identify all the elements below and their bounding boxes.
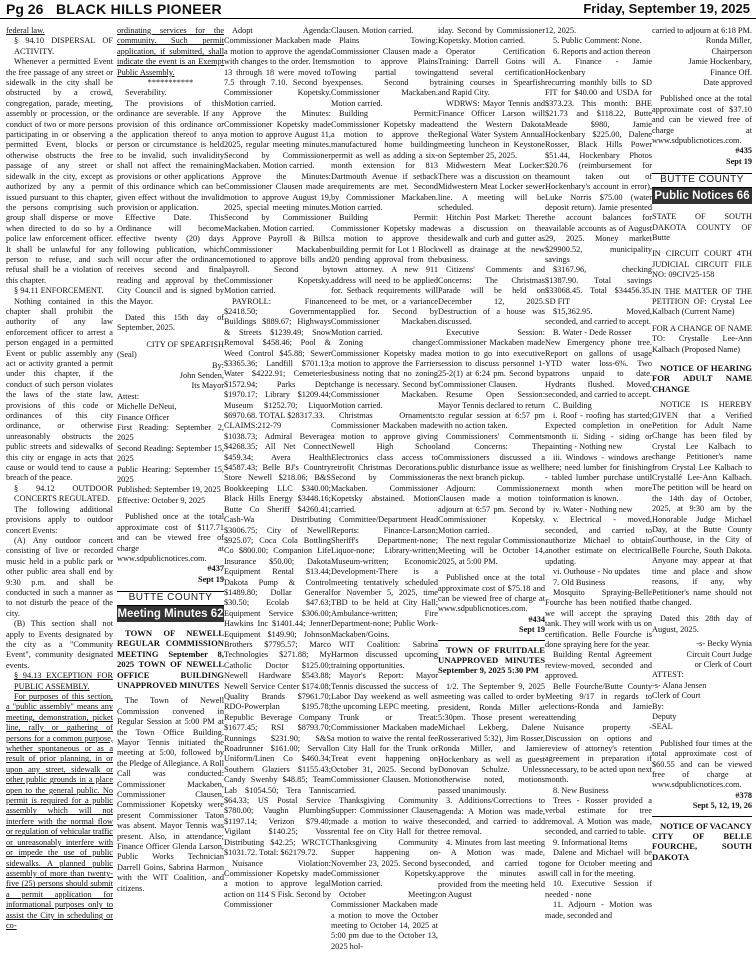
- column-7: [652, 26, 752, 970]
- paragraph: Effective Date. This Ordinance will become effective twenty (20) days following publication, which will occur after the ordinance receives second and final reading and approval by the City Council and is signed by the Mayor.: [117, 213, 224, 306]
- column-4: [331, 26, 438, 970]
- signature-title: Circuit Court Judge: [686, 649, 752, 659]
- paragraph: Midwestern Meat Locker: There was a discussion on the Midwestern Meat Locker sewer line. A meeting will be scheduled.: [438, 161, 545, 212]
- signature-name: John Senden,: [179, 371, 224, 380]
- paragraph: Building Permit: Commissioner Kopetsky made a motion to approve the manufactured home building permit as well as adding a six-month extension for 813 Dartmouth Avenue if setback requirements are met. Second by Commissioner Mackaben. Motion carried.: [331, 109, 438, 212]
- paragraph: Adjourn: Commissioner Clausen made a motion to adjourn at 6:57 pm. Second by Commissioner Kopetsky. Motion carried.: [438, 483, 545, 535]
- newspaper-name: BLACK HILLS PIONEER: [56, 1, 222, 17]
- petitioner: IN THE MATTER OF THE PETITION OF: Crystal Lee Kalbach (Current Name): [652, 286, 752, 317]
- paragraph: 5. Public Comment: None.: [553, 36, 642, 46]
- paragraph: Belle Fourche/Butte County Meeting 9/17 in regards to elections-Ronda and Jamie attending: [545, 681, 652, 722]
- paragraph: Thanksgiving Community Supper: Commissioner Clausen made a motion to waive the rental fee on City Hall for the Thanksgiving Community Supper happening on November 23, 2025. Second by Commissioner Kopetsky. Motion carried.: [331, 796, 438, 889]
- paragraph: Committee/Department Head Reports: Finance-Larson; Sheriff's Department-none; Liquor-none; Library-written; Museum-written; Economic Development-There is a meeting tentatively scheduled for November 5, 2025, time TBD to be held at City Hall; Ambulance-written; Fire Department-none; Public Work-Mackaben/Goins.: [331, 515, 438, 639]
- paragraph: Building Permit: Commissioner Kopetsky made a motion to approve the building permit for Lot 1 Block 20 pending approval from the town attorney. A new 911 address will need to be applied for. Setback requirements will need to be met, or a variance applied for. Second by Commissioner Mackaben. Motion carried.: [331, 213, 438, 337]
- section-heading: § 94.11 ENFORCEMENT.: [14, 286, 104, 296]
- signature-org: CITY OF SPEARFISH: [146, 339, 224, 349]
- paragraph: Commissioners' Comments and Concerns: The Commissioners discussed a public disturbance issue as well as the next branch pickup.: [438, 431, 545, 483]
- seal: (Seal): [117, 350, 137, 360]
- signature-title: Chairperson: [711, 46, 752, 56]
- paragraph: Severability.: [125, 88, 167, 98]
- issue-date: Friday, September 19, 2025: [583, 1, 750, 16]
- paragraph: Adopt Agenda: Commissioner Mackaben made a motion to approve the agenda with changes to the order. Items 13 through 18 were moved to 7.5 through 7.10. Second by Commissioner Kopetsky. Motion carried.: [224, 26, 331, 108]
- column-1: [6, 26, 113, 970]
- attest-title: Finance Officer: [117, 412, 170, 422]
- paragraph: (B) This section shall not apply to Events designated by the city as a "Community Event", community designated events.: [6, 619, 113, 670]
- reading-date: First Reading: September 2, 2025: [117, 423, 224, 443]
- paragraph: (A) Any outdoor concert consisting of live or recorded music held in a public park or other public area shall end by 9:30 p.m. and shall be conducted in such a manner as to not disturb the peace of the city.: [6, 535, 113, 618]
- paragraph: 6. Reports and action thereon: [553, 46, 651, 56]
- paragraph: Nothing contained in this chapter shall prohibit the authority of any law enforcement officer to arrest a person engaged in a permitted Event or public assembly any act or activity granted a permit under this chapter, if the conduct of such person violates the laws of the state law, provisions of this code or ordinances of this city ordinance, or otherwise unreasonably obstructs the public streets and sidewalks of this city or engage in acts that cause or would tend to cause a breach of the peace.: [6, 296, 113, 483]
- reading-date: Second Reading: September 15, 2025: [117, 443, 224, 464]
- paragraph: October Meeting: Commissioner Mackaben made a motion to move the October meeting to October 14, 2025 at 5:00 pm due to the October 13, 2025 hol-: [331, 889, 438, 951]
- paragraph: vi. Outhouse - No updates: [553, 567, 640, 577]
- date-approved: Date approved: [703, 78, 752, 88]
- notice-title: TOWN OF FRUITDALE UNAPPROVED MINUTES September 9, 2025 5:30 PM: [438, 644, 545, 676]
- paragraph: Building Rental Agreement review-moved, seconded and approved.: [545, 650, 652, 681]
- notice-number: #434: [528, 614, 545, 624]
- paragraph: 1/2. The September 9, 2025 meeting was called to order by president, Ronda Miller at 5:30pm. Those present were Michael Lekberg, Dalene Rosserarived 5:32), Jim Rosser, Ronda Miller, and Jamie Hockenbary as well as guest Donovan Schulze. Unless otherwise noted, motions passed unanimously.: [438, 681, 545, 795]
- section-header-title: Public Notices 66: [652, 188, 752, 204]
- paragraph: 8. New Business: [553, 785, 609, 795]
- dated-line: Dated this 28th day of August, 2025.: [652, 614, 752, 634]
- paragraph: Clausen. Motion carried.: [331, 26, 414, 35]
- paragraph: Nuisance property - Discussion on options and review of attorney's retention agreement in preparation if necessary, to be acted upon next month.: [545, 723, 652, 785]
- section-header: [652, 173, 752, 204]
- paragraph: iii. Windows - windows are here; need lumber for finishing - tabled lumber purchase until next month when more information is known.: [545, 452, 652, 504]
- section-heading: § 94.13 EXCEPTION FOR PUBLIC ASSEMBLY.: [14, 671, 113, 691]
- paragraph: Nuisance Violation: Commissioner Kopetsky made a motion to approve legal action on 114 S Fisk. Second by Commissioner: [224, 858, 331, 910]
- section-header-county: BUTTE COUNTY: [652, 173, 752, 187]
- publication-date: Sept 19: [725, 156, 752, 166]
- paragraph: Hitchin Post Market: There was a discussion on the sidewalk and curb and gutter as well as drainage at the new business.: [438, 213, 545, 264]
- notice-title: TOWN OF NEWELL REGULAR COMMISSION MEETING September 8, 2025 TOWN OF NEWELL OFFICE BUILDING UNAPPROVED MINUTES: [117, 627, 224, 690]
- signature-by: By:: [212, 360, 224, 370]
- column-5: [438, 26, 545, 970]
- paragraph: v. Electrical - moved, seconded, and carried to authorize Michael to obtain another estimate on electrical updating.: [545, 515, 652, 566]
- notice-title: NOTICE OF VACANCY CITY OF BELLE FOURCHE, SOUTH DAKOTA: [652, 820, 752, 862]
- divider: [652, 816, 752, 817]
- paragraph: The Town of Newell Commission convened in Regular Session at 5:00 PM at the Town Office Building. Mayor Tennis initiated the meeting at 5:00, followed by the Pledge of Allegiance. A Roll Call was conducted: Commissioner Mackaben, Commissioner Clausen, Commissioner Kopetsky were present Commissioner Taton was absent. Mayor Tennis was present. Also, in attendance; Finance Officer Glenda Larson, Public Works Technician Darrell Goins, Sabrina Harmon with the WIT Coalition, and citizens.: [117, 696, 224, 893]
- signature-title: Its Mayor: [191, 381, 224, 391]
- paragraph: PAYROLL: Finance $2418.50; Government Buildings $889.67; Highways & Streets $1239.49; Snow Removal $458.46; Pool & Weed Control $45.88; Sewer $3365.36; Landfill $701.13; Water $4222.91; Cemeteries $1572.94; Parks Dept $1970.17; Library $1209.44; Museum $1252.70; Liquor $6970.68. TOTAL $28317.33.: [224, 296, 331, 421]
- paragraph: For purposes of this section, a "public assembly" means any meeting, demonstration, picket line, rally or gathering of persons for a common purpose, whether spontaneous or as a result of prior planning, in or upon any street, sidewalk or other public grounds in a place open to the general public. No permit is required for a public assembly which will not interfere with the normal flow or regulation of vehicular traffic or unreasonably interfere with or impede the use of public sidewalks. A planned public assembly of more than twenty-five (25) persons should submit a permit application for informational purposes only to assist the City in scheduling or co-: [6, 692, 113, 930]
- paragraph: i. Roof - roofing has started; Expected completion in one month ii. Siding - siding or painting - Nothing new: [545, 411, 652, 452]
- attest-name: Michelle DeNeui,: [117, 402, 177, 412]
- paragraph: Executive Session: Commissioner Mackaben made a motion to go into executive session to discuss personnel 1-25-2(1) at 6:24 pm. Second by Commissioner Clausen.: [438, 327, 545, 389]
- section-heading: § 94.12 OUTDOOR CONCERTS REGULATED.: [14, 483, 113, 504]
- section-heading: § 94.10 DISPERSAL OF ACTIVITY.: [14, 36, 113, 56]
- publication-cost: Published once at the total approximate cost of $117.71 and can be viewed free of charge at www.sdpublicnotices.com.: [117, 512, 224, 563]
- publication-date: Sept 19: [518, 625, 545, 635]
- notice-title: NOTICE OF HEARING FOR ADULT NAME CHANGE: [652, 362, 752, 394]
- notice-number: #435: [735, 146, 752, 156]
- signature-title: or Clerk of Court: [694, 659, 752, 669]
- paragraph: federal law.: [6, 26, 45, 35]
- attest: Attest:: [117, 391, 140, 401]
- paragraph: NOTICE IS HEREBY GIVEN that a Verified Petition for Adult Name Change has been filed by Crystal Lee Kalbach to change Petitioner's name from Crystal Lee Kalbach to Crystallé Lee-Ann Kalbach. The petition will be heard on the 14th day of October, 2025, at 9:30 am by the Honorable Judge Michael Day, at the Butte County Courthouse, in the City of Belle Fourche, South Dakota. Anyone may appear at that time and place and show reasons, if any, why Petitioner's name should not be changed.: [652, 400, 752, 607]
- paragraph: 9. Informational Items: [553, 837, 628, 847]
- paragraph: The next regular Commission Meeting will be October 14, 2025, at 5:00 PM.: [438, 535, 545, 566]
- column-2: [117, 26, 224, 970]
- paragraph: Zoning change: Commissioner Kopetsky made a motion to approve the Farrier business noting that no zoning change is necessary. Second by Commissioner Mackaben. Motion carried.: [331, 338, 438, 410]
- section-header-title: Meeting Minutes 62: [117, 606, 224, 622]
- paragraph: Mayor's Report: Mayor Tennis discussed the success of Labor Day weekend as well as the upcoming LEPC meeting.: [331, 671, 438, 712]
- signature-name: -s- Becky Wynia: [696, 639, 752, 649]
- paragraph: Christmas Ornaments: Commissioner Mackaben made a motion to approve giving Newell High School Electronics class access to retrofit Christmas Decorations. Second by Commissioner Mackaben. Commissioner Kopetsky abstained. Motion carried.: [331, 411, 438, 514]
- paragraph: The following additional provisions apply to outdoor concert Events:: [6, 504, 113, 535]
- column-3: [224, 26, 331, 970]
- paragraph: C. Building: [553, 400, 592, 410]
- paragraph: B. Water - Dede Rosser: [553, 327, 632, 337]
- paragraph: Trees - Rosser provided a verbal estimate for tree removal. A Motion was made, seconded, and carried to table.: [545, 796, 652, 837]
- attest-by: By:: [652, 701, 664, 711]
- attest-deputy: Deputy: [652, 711, 677, 721]
- paragraph: iday. Second by Commissioner Kopetsky. Motion carried.: [438, 26, 545, 46]
- paragraph: Approve the Minutes: Commissioner Clausen made a motion to approve August 19, 2025, special meeting minutes. Second by Commissioner Mackaben. Motion carried.: [224, 171, 331, 233]
- paragraph: $3167.96, checking $1387.90. Total savings $33068.45. Total $34456.35. SD FIT: [545, 265, 652, 306]
- publication-date: Sept 5, 12, 19, 26: [692, 801, 752, 811]
- paragraph: A. Finance - Jamie Hockenbary: [545, 57, 652, 77]
- notice-number: #378: [735, 790, 752, 800]
- attest-name: -s- Alana Jensen: [652, 680, 707, 690]
- paragraph: WIT Coalition: Sabrina Harmon discussed upcoming training opportunities.: [331, 639, 438, 670]
- paragraph: 7. Old Business: [553, 577, 606, 587]
- paragraph: Plains Towing: Commissioner Clausen made a motion to approve Plains Towing partial towing expenses. Second by Commissioner Mackaben. Motion carried.: [331, 36, 438, 108]
- paragraph: $1038.73; Admiral Beverage $4268.35; All Net Connect $459.34; Avera Health $4587.43; Belle BJ's Country Store Newell $218.06; B&S Bookkeeping LLC $340.00; Black Hills Energy $3448.16; Butte Co Sheriff $4260.41; Cash-Wa Distributing $3006.75; City of Newell $925.07; Coca Cola Bottling Co $800.00; Companion Life Insurance $50.00; Dakota Equipment Rental $13.44; Dakota Pump & Control $1489.80; Dollar General $30.50; Ecolab $47.63; Equipment Service $306.00; Hawkins Inc $1401.44; Jenner Equipment $149.90; Johnson Brothers $7795.57; Marco Technologies $271.88; My Catholic Doctor $125.00; Newell Hardware $543.88; Newell Service Center $174.08; Quality Brands $7961.70; RDO-Powerplan $195.78; Republic Beverage Company $1677.45; RSI $8793.70; Runnings $231.90; S&S Roadrunner $161.00; Servall Uniform/Linen Co $460.34; Southern Glaziers $1155.43; Candy Swenby $48.85; Team Lab $1054.50; Tera Tannis $64.33; US Postal Service $780.00; Vaughn Plumbing $1197.14; Verizon $79.40; Vigilant $140.25; Voss Distributing $42.25; WRCTC $1031.72. Total: $62179.72.: [224, 431, 331, 858]
- publication-cost: Published four times at the total approximate cost of $60.55 and can be viewed free of charge at www.sdpublicnotices.com.: [652, 738, 752, 790]
- section-header: [117, 591, 224, 622]
- paragraph: carried to adjourn at 6:18 PM.: [652, 26, 752, 35]
- paragraph: 11. Adjourn - Motion was made, seconded and: [545, 900, 652, 920]
- proposed-name: FOR A CHANGE OF NAME TO: Crystalle Lee-Ann Kalbach (Proposed Name): [652, 323, 752, 354]
- paragraph: iv. Water - Nothing new: [553, 504, 633, 514]
- signature-title: Finance Off.: [710, 67, 752, 77]
- reading-date: Public Hearing: September 15, 2025: [117, 464, 224, 485]
- dated-line: Dated this 15th day of September, 2025.: [117, 312, 224, 333]
- publication-cost: Published once at the total approximate cost of $37.10 and can be viewed free of charge at www.sdpublicnotices.com.: [652, 94, 752, 146]
- paragraph: Whenever a permitted Event the free passage of any street or sidewalk in the city shall be obstructed by a crowd, congregation, parade, meeting, assembly or procession, or the conduct of two or more persons participating in or observing a permitted Event, blocks or otherwise obstructs the free passage of any street or sidewalk in the city, except as authorized by any a permit issued pursuant to this chapter, the persons comprising such group shall disperse or move when directed to do so by a police law enforcement officer. It shall be unlawful for any person to refuse, and such refusal shall be a violation of this chapter.: [6, 57, 113, 285]
- signature-name: Ronda Miller,: [705, 36, 752, 46]
- paragraph: Dalene and Michael will be gone for October meeting and will call in for the meeting.: [545, 848, 652, 878]
- court-name: IN CIRCUIT COURT 4TH JUDICIAL CIRCUIT FILE NO: 09CIV25-158: [652, 249, 752, 280]
- paragraph: $15,362.95. Moved, seconded, and carried to accept.: [545, 306, 652, 327]
- paragraph: WDRWS: Mayor Tennis and Finance Officer Larson will attend the Western Dakota Regional Water System Annual meeting luncheon in Keystone on September 25, 2025.: [438, 98, 545, 160]
- paragraph: 12, 2025.: [545, 26, 577, 35]
- paragraph: Approve Payroll & Bills: Commissioner Mackaben motioned to approve bills and payroll. Second by Commissioner Kopetsky. Motion carried.: [224, 234, 331, 296]
- paragraph: ordinating services for the community. Such permit application, if submitted, shall indicate the event is an Exempt Public Assembly.: [117, 26, 224, 77]
- paragraph: recurring monthly bills to SD FIT for $40.00 and USDA for $373.23. This month: BHE $21.73 and $118.22, Butte Meade $980, Jamie Hockenbary $225.00, Dalene Rosser, Black Hills Power $51.44, Hockenbary Photos $20.76 (reimbursement for amount taken out of Hockenbary's account in error), Luke Norris $75.00 (water deposit return). Jamie presented the account balances for available accounts as of August 29, 2025. Money market $29900.52, municipality savings: [545, 78, 652, 264]
- masthead: [0, 0, 756, 19]
- signature-name: Jamie Hockenbary,: [688, 57, 752, 67]
- notice-number: #437: [207, 564, 224, 574]
- paragraph: Operator Certification Training: Darrell Goins will attend several certification training courses in Spearfish and Rapid City.: [438, 46, 545, 98]
- paragraph: Citizens' Comments and Concerns: The Christmas Parade will be held on December 12, 2025. Destruction of a house was discussed.: [438, 265, 545, 327]
- seal: SEAL: [652, 722, 673, 732]
- paragraph: Resume Open Session: Mayor Tennis declared to return to regular session at 6:57 pm with no action taken.: [438, 390, 545, 431]
- attest: ATTEST:: [652, 670, 684, 680]
- paragraph: CLAIMS:212-79: [224, 421, 282, 431]
- page-number: Pg 26: [6, 1, 44, 17]
- publication-cost: Published once at the total approximate cost of $75.18 and can be viewed free of charge at www.sdpublicnotices.com.: [438, 573, 545, 614]
- paragraph: 4. Minutes from last meeting - A Motion was made, seconded, and carried to approve the minutes as provided from the meeting held on August: [438, 837, 545, 899]
- paragraph: Mosquito Spraying-Belle Fourche has been notified that we will accept the spraying tank. They will work with us on certification. Belle Fourche is done spraying here for the year.: [545, 587, 652, 649]
- paragraph: 3. Additions/Corrections to agenda: A Motion was made, seconded, and carried to add tree removal.: [438, 796, 545, 837]
- section-header-county: BUTTE COUNTY: [117, 591, 224, 605]
- paragraph: Trunk or Treat: Commissioner Mackaben made a motion to waive the rental fee on City Hall for the Trunk or Treat event happening on October 31, 2025. Second by Commissioner Clausen. Motion carried.: [331, 712, 438, 795]
- reading-date: Effective: October 9, 2025: [117, 495, 206, 505]
- divider: [438, 640, 545, 641]
- court-state: STATE OF SOUTH DAKOTA COUNTY OF Butte: [652, 212, 752, 242]
- separator: ***********: [147, 78, 194, 88]
- paragraph: New Emergency phone tree. Report on gallons of usage YTD water loss-6%. Two patrons unpaid to date. Hydrants flushed. Moved, seconded, and carried to accept.: [545, 338, 652, 400]
- publication-date: Sept 19: [197, 574, 224, 584]
- column-6: [545, 26, 652, 970]
- paragraph: The provisions of this ordinance are severable. If any provision of this ordinance or the application thereof to any person or circumstance is held to be invalid, such invalidity shall not affect the remaining provisions or other applications of this ordinance which can be given effect without the invalid provision or application.: [117, 98, 224, 212]
- reading-date: Published: September 19, 2025: [117, 485, 221, 495]
- attest-title: Clerk of Court: [652, 691, 701, 701]
- paragraph: Approve the Minutes: Commissioner Kopetsky made a motion to approve August 11, 2025, regular meeting minutes. Second by Commissioner Mackaben. Motion carried.: [224, 109, 331, 171]
- paragraph: 10. Executive Session if needed - none: [545, 879, 652, 899]
